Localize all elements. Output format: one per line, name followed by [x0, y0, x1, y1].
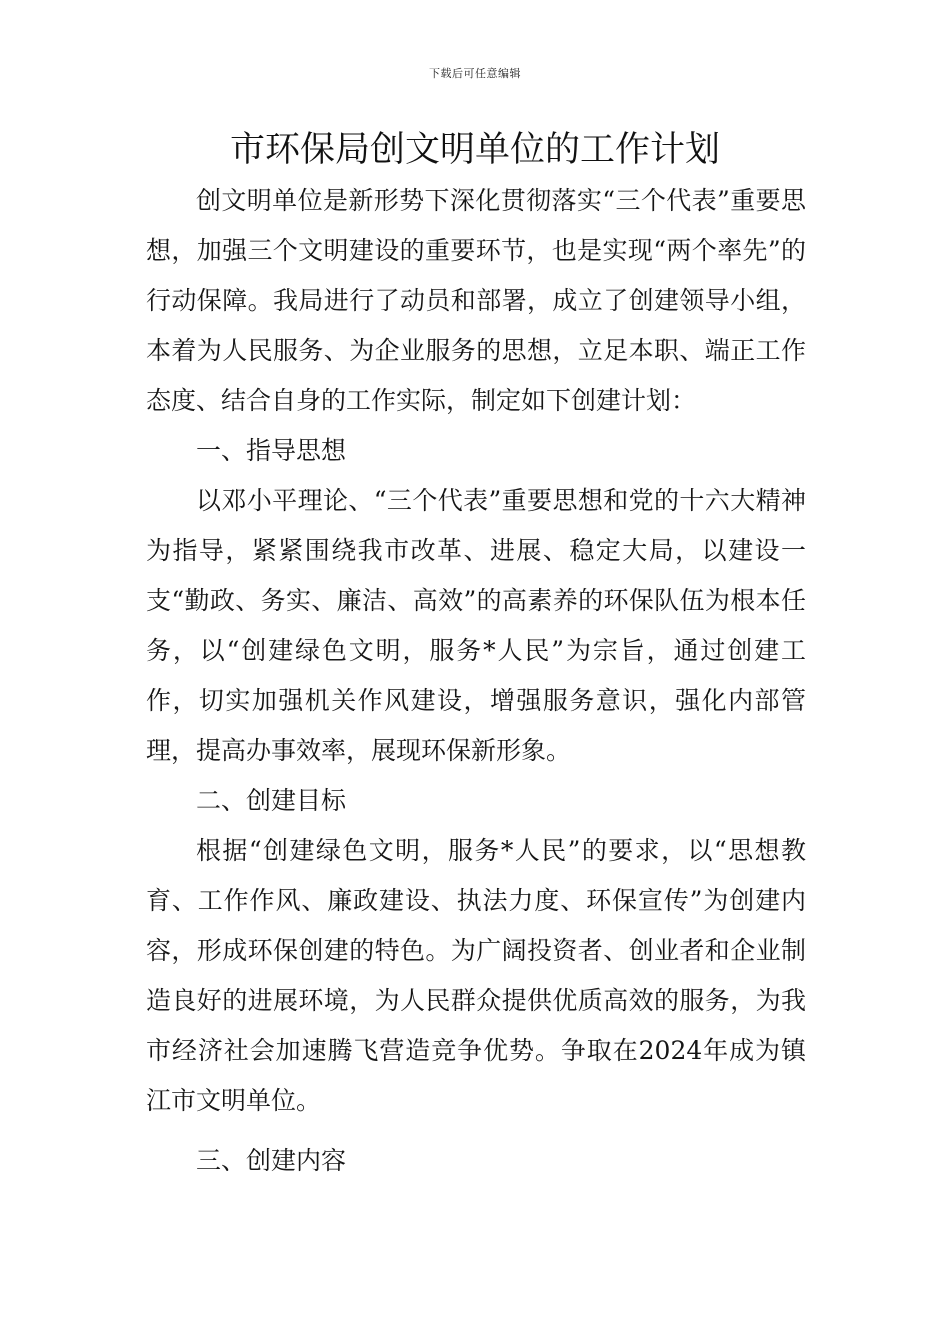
- section-heading-content: 三、创建内容: [196, 1146, 347, 1175]
- intro-paragraph: 创文明单位是新形势下深化贯彻落实“三个代表”重要思想，加强三个文明建设的重要环节，也是实现“两个率先”的行动保障。我局进行了动员和部署，成立了创建领导小组，本着为人民服务、为企业服务的思想，立足本职、端正工作态度、结合自身的工作实际，制定如下创建计划：: [146, 186, 806, 415]
- header-note: 下载后可任意编辑: [429, 67, 521, 80]
- document-title: 市环保局创文明单位的工作计划: [229, 130, 720, 170]
- section-paragraph-guiding-ideology: 以邓小平理论、“三个代表”重要思想和党的十六大精神为指导，紧紧围绕我市改革、进展、稳定大局，以建设一支“勤政、务实、廉洁、高效”的高素养的环保队伍为根本任务，以“创建绿色文明，服务*人民”为宗旨，通过创建工作，切实加强机关作风建设，增强服务意识，强化内部管理，提高办事效率，展现环保新形象。: [146, 486, 806, 765]
- section-heading-goals: 二、创建目标: [196, 786, 347, 815]
- document-body: [146, 176, 806, 1186]
- section-paragraph-goals: 根据“创建绿色文明，服务*人民”的要求，以“思想教育、工作作风、廉政建设、执法力度、环保宣传”为创建内容，形成环保创建的特色。为广阔投资者、创业者和企业制造良好的进展环境，为人民群众提供优质高效的服务，为我市经济社会加速腾飞营造竞争优势。争取在2024年成为镇江市文明单位。: [146, 836, 806, 1115]
- section-heading-guiding-ideology: 一、指导思想: [196, 436, 347, 465]
